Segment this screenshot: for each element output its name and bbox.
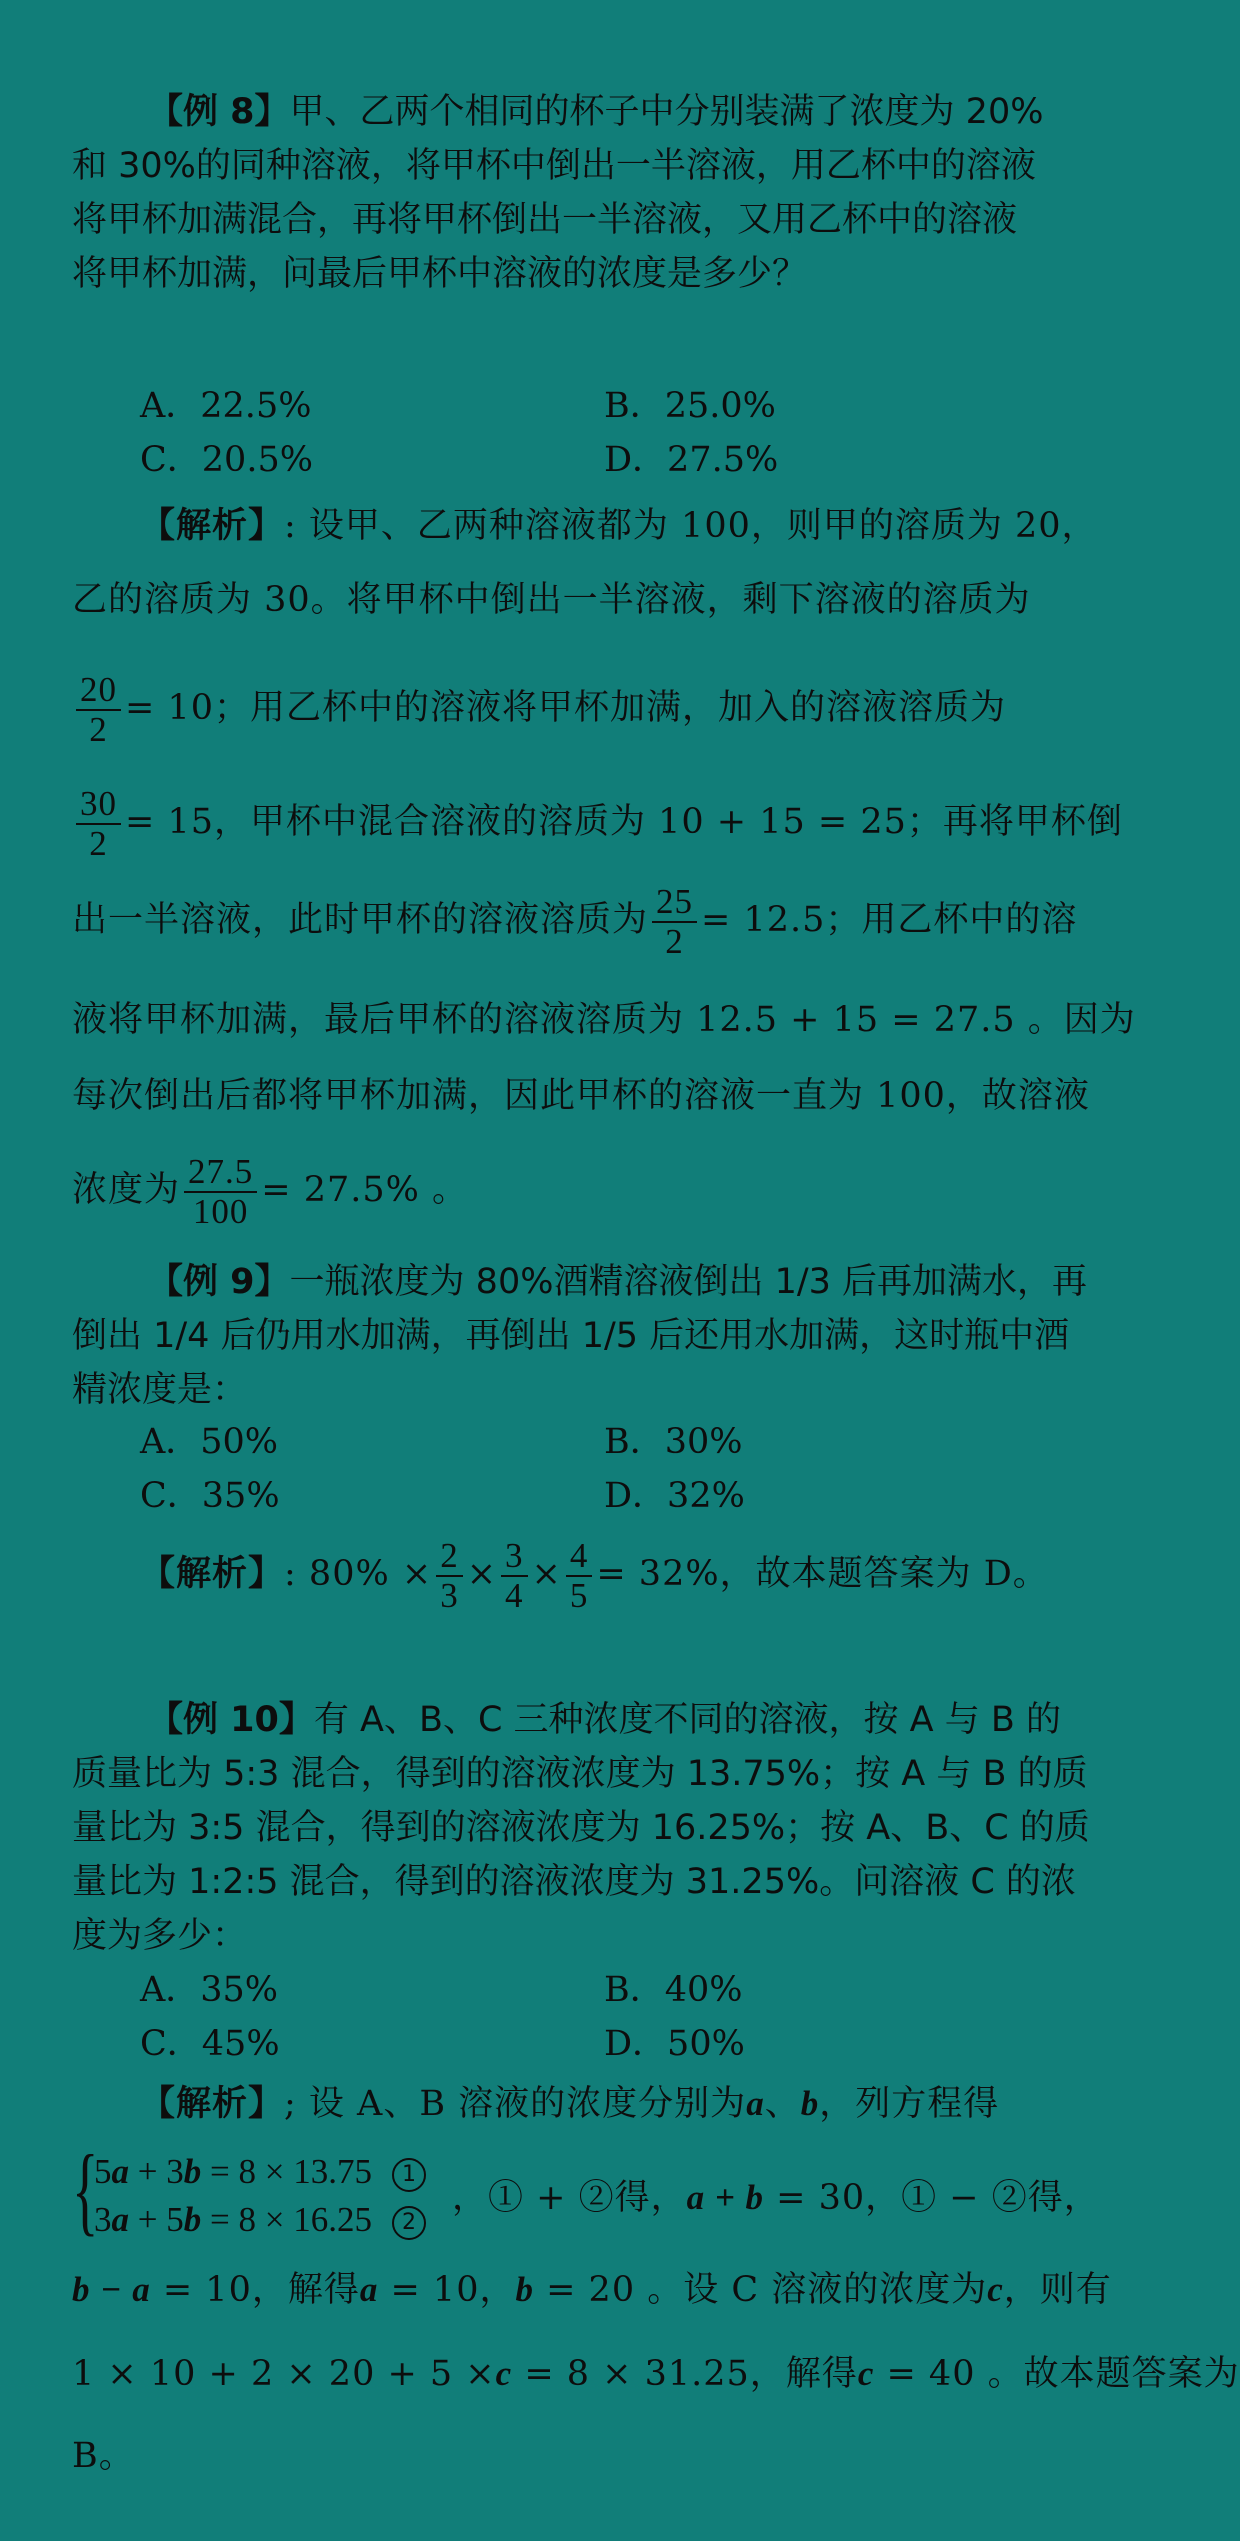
example-10-line-3: 量比为 3:5 混合，得到的溶液浓度为 16.25%；按 A、B、C 的质 xyxy=(72,1808,1090,1848)
example-8-solution-line-4 xyxy=(72,782,1123,862)
eq-var: b xyxy=(183,2200,202,2239)
example-10-line-4: 量比为 1:2:5 混合，得到的溶液浓度为 31.25%。问溶液 C 的浓 xyxy=(72,1862,1076,1902)
example-10-line-1 xyxy=(148,1700,1061,1740)
fraction xyxy=(652,883,697,961)
solution-text: ，① + ②得， xyxy=(452,2178,687,2218)
solution-text: = 15，甲杯中混合溶液的溶质为 10 + 15 = 25；再将甲杯倒 xyxy=(125,802,1123,842)
variable-a: a xyxy=(746,2084,765,2123)
eq-text: 5 xyxy=(94,2152,112,2191)
example-8-line-2: 和 30%的同种溶液，将甲杯中倒出一半溶液，用乙杯中的溶液 xyxy=(72,146,1036,186)
separator: 、 xyxy=(764,2084,801,2124)
example-10-option-c: C．45% xyxy=(140,2024,280,2064)
solution-text: : 设甲、乙两种溶液都为 100，则甲的溶质为 20， xyxy=(284,506,1098,546)
example-8-option-a: A．22.5% xyxy=(140,386,312,426)
numerator: 4 xyxy=(566,1537,593,1577)
solution-math: b xyxy=(515,2270,534,2309)
solution-text: : 80% × xyxy=(284,1554,433,1594)
eq-var: a xyxy=(111,2152,129,2191)
numerator: 25 xyxy=(652,883,697,923)
example-8-solution-line-1 xyxy=(140,506,1098,546)
left-brace: { xyxy=(72,2134,99,2245)
numerator: 30 xyxy=(76,785,121,825)
example-8-solution-line-6: 液将甲杯加满，最后甲杯的溶液溶质为 12.5 + 15 = 27.5 。因为 xyxy=(72,1000,1136,1040)
solution-math: b − a xyxy=(72,2270,151,2309)
equation-system xyxy=(72,2134,492,2246)
eq-text: = 8 × 13.75 xyxy=(201,2152,372,2191)
example-9-text: 一瓶浓度为 80%酒精溶液倒出 1/3 后再加满水，再 xyxy=(289,1262,1088,1302)
eq-var: a xyxy=(111,2200,129,2239)
example-10-option-a: A．35% xyxy=(140,1970,279,2010)
example-8-label: 【例 8】 xyxy=(148,92,290,132)
example-8-text: 甲、乙两个相同的杯子中分别装满了浓度为 20% xyxy=(289,92,1044,132)
example-9-option-c: C．35% xyxy=(140,1476,280,1516)
circled-number-1: 1 xyxy=(392,2158,426,2192)
eq-text: 3 xyxy=(94,2200,112,2239)
fraction xyxy=(566,1537,593,1615)
solution-text: 浓度为 xyxy=(72,1170,181,1210)
solution-text: ，列方程得 xyxy=(819,2084,1000,2124)
denominator: 2 xyxy=(89,709,108,749)
example-10-label: 【例 10】 xyxy=(148,1700,314,1740)
example-8-option-b: B．25.0% xyxy=(604,386,776,426)
solution-text: ，则有 xyxy=(1003,2270,1112,2310)
numerator: 27.5 xyxy=(184,1153,257,1193)
numerator: 3 xyxy=(501,1537,528,1577)
denominator: 2 xyxy=(89,823,108,863)
example-8-option-c: C．20.5% xyxy=(140,440,313,480)
example-10-line-5: 度为多少： xyxy=(72,1916,248,1956)
example-10-solution-line-1 xyxy=(140,2084,999,2124)
variable-b: b xyxy=(800,2084,820,2123)
example-10-option-d: D．50% xyxy=(604,2024,745,2064)
solution-text: = 40 。故本题答案为 xyxy=(874,2354,1240,2394)
example-9-line-3: 精浓度是： xyxy=(72,1370,248,1410)
solution-text: = 27.5% 。 xyxy=(261,1170,469,1210)
eq-text: + 5 xyxy=(129,2200,184,2239)
eq-text: + 3 xyxy=(129,2152,184,2191)
solution-math: c xyxy=(857,2354,875,2393)
denominator: 3 xyxy=(440,1575,459,1615)
solution-text: = 20 。设 C 溶液的浓度为 xyxy=(533,2270,988,2310)
solution-math: c xyxy=(987,2270,1004,2309)
times-sign: × xyxy=(466,1554,498,1594)
example-8-solution-line-7: 每次倒出后都将甲杯加满，因此甲杯的溶液一直为 100，故溶液 xyxy=(72,1076,1090,1116)
fraction xyxy=(184,1153,257,1231)
example-9-option-a: A．50% xyxy=(140,1422,279,1462)
denominator: 100 xyxy=(192,1191,249,1231)
eq-text: = 8 × 16.25 xyxy=(201,2200,372,2239)
fraction xyxy=(436,1537,463,1615)
example-9-solution-label: 【解析】 xyxy=(140,1554,285,1594)
numerator: 2 xyxy=(436,1537,463,1577)
solution-math: a xyxy=(359,2270,379,2309)
solution-text: = 32%，故本题答案为 D。 xyxy=(596,1554,1049,1594)
example-8-line-1 xyxy=(148,92,1043,132)
example-10-line-2: 质量比为 5:3 混合，得到的溶液浓度为 13.75%；按 A 与 B 的质 xyxy=(72,1754,1088,1794)
example-8-solution-line-2: 乙的溶质为 30。将甲杯中倒出一半溶液，剩下溶液的溶质为 xyxy=(72,580,1031,620)
numerator: 20 xyxy=(76,671,121,711)
example-9-line-2: 倒出 1/4 后仍用水加满，再倒出 1/5 后还用水加满，这时瓶中酒 xyxy=(72,1316,1070,1356)
fraction xyxy=(76,671,121,749)
example-10-solution-label: 【解析】 xyxy=(140,2084,285,2124)
solution-text: = 30，① − ②得， xyxy=(764,2178,1100,2218)
solution-math: a + b xyxy=(686,2178,765,2217)
solution-text: = 10， xyxy=(378,2270,516,2310)
eq-var: b xyxy=(183,2152,202,2191)
times-sign: × xyxy=(531,1554,562,1594)
denominator: 2 xyxy=(665,921,684,961)
circled-number-2: 2 xyxy=(392,2206,426,2240)
solution-text: = 8 × 31.25，解得 xyxy=(512,2354,858,2394)
example-10-text: 有 A、B、C 三种浓度不同的溶液，按 A 与 B 的 xyxy=(313,1700,1062,1740)
example-8-option-d: D．27.5% xyxy=(604,440,779,480)
fraction xyxy=(76,785,121,863)
example-9-line-1 xyxy=(148,1262,1087,1302)
equation-1 xyxy=(94,2150,426,2194)
example-9-label: 【例 9】 xyxy=(148,1262,290,1302)
denominator: 5 xyxy=(569,1575,589,1615)
example-9-option-b: B．30% xyxy=(604,1422,743,1462)
example-9-option-d: D．32% xyxy=(604,1476,745,1516)
solution-text: ; 设 A、B 溶液的浓度分别为 xyxy=(284,2084,747,2124)
example-8-solution-line-8 xyxy=(72,1150,468,1230)
example-8-solution-label: 【解析】 xyxy=(140,506,285,546)
solution-text: = 10，解得 xyxy=(150,2270,360,2310)
solution-text: 1 × 10 + 2 × 20 + 5 × xyxy=(72,2354,496,2394)
solution-math: c xyxy=(495,2354,513,2393)
example-8-line-4: 将甲杯加满，问最后甲杯中溶液的浓度是多少？ xyxy=(72,254,808,294)
denominator: 4 xyxy=(505,1575,524,1615)
example-8-solution-line-3 xyxy=(72,668,1006,748)
solution-text: = 12.5；用乙杯中的溶 xyxy=(701,900,1078,940)
example-8-line-3: 将甲杯加满混合，再将甲杯倒出一半溶液，又用乙杯中的溶液 xyxy=(72,200,1018,240)
solution-text: = 10；用乙杯中的溶液将甲杯加满，加入的溶液溶质为 xyxy=(125,688,1006,728)
solution-text: 出一半溶液，此时甲杯的溶液溶质为 xyxy=(72,900,649,940)
example-10-solution-line-3 xyxy=(72,2270,1112,2310)
example-10-option-b: B．40% xyxy=(604,1970,743,2010)
example-8-solution-line-5 xyxy=(72,880,1077,960)
example-9-solution-line-1 xyxy=(140,1534,1049,1614)
example-10-solution-line-2 xyxy=(452,2178,1100,2218)
example-10-solution-line-5: B。 xyxy=(72,2436,135,2476)
example-10-solution-line-4 xyxy=(72,2354,1240,2394)
fraction xyxy=(501,1537,528,1615)
equation-2 xyxy=(94,2198,426,2242)
